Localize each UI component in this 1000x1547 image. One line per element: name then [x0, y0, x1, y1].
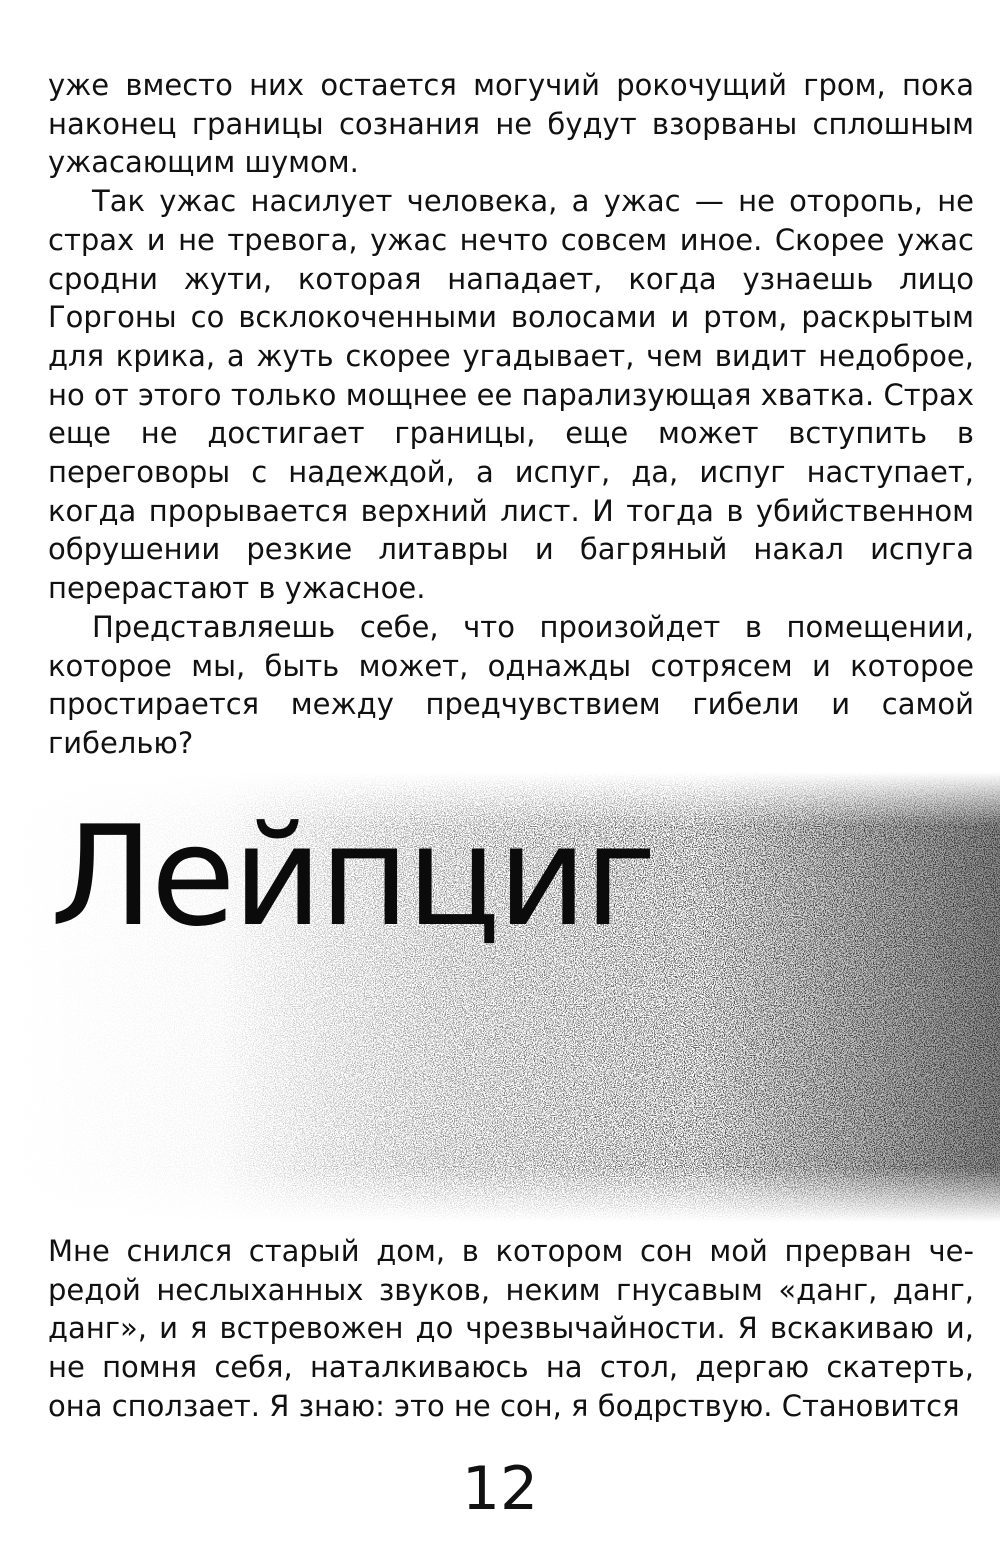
paragraph-1: уже вместо них остается могучий рокочущий гром, пока наконец границы сознания не будут взорваны сплошным ужасающим шумом. — [48, 68, 974, 180]
top-text-block — [48, 66, 974, 763]
page-number: 12 — [461, 1454, 539, 1524]
paragraph-3: Представляешь себе, что произойдет в помещении, которое мы, быть может, однажды сотрясем и которое простирается между предчувствием гибели и самой гибелью? — [48, 609, 974, 760]
section-heading: Лейпциг — [50, 796, 654, 957]
paragraph-2: Так ужас насилует человека, а ужас — не оторопь, не страх и не тревога, ужас нечто совсем иное. Скорее ужас сродни жути, которая нападает, когда узнаешь лицо Горгоны со всклокоченными волосами и ртом, раскрытым для крика, а жуть скорее угадывает, чем видит недоброе, но от этого только мощнее ее парализующая хватка. Страх еще не достигает границы, еще может вступить в переговоры с надеждой, а испуг, да, испуг наступает, когда прорывается верхний лист. И тогда в убийственном обрушении резкие литавры и багряный накал испуга перерастают в ужасное. — [48, 184, 974, 606]
paragraph-4: Мне снился старый дом, в котором сон мой прерван чередой неслыханных звуков, неким гнусавым «данг, данг, данг», и я встревожен до чрезвычайности. Я вскакиваю и, не помня себя, наталкиваюсь на стол, дергаю скатерть, она сползает. Я знаю: это не сон, я бодрствую. Становится — [48, 1234, 974, 1423]
bottom-text-block — [48, 1232, 974, 1426]
